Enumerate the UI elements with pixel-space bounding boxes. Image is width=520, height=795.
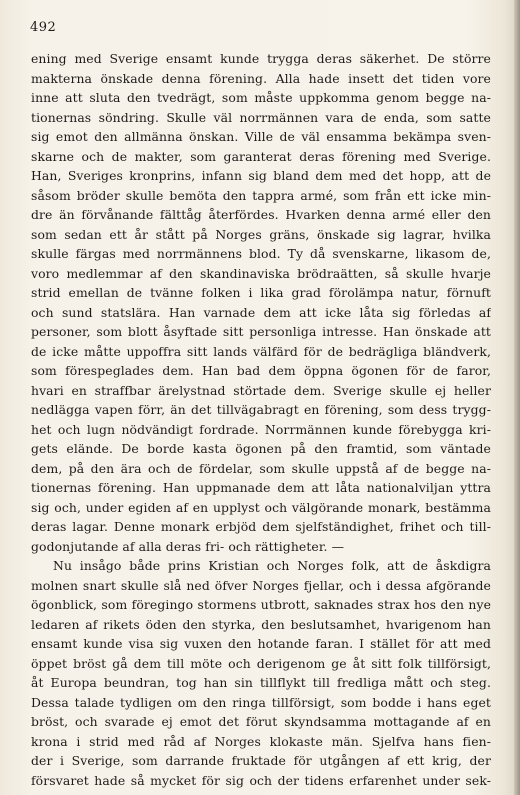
text-line: het och lugn nödvändigt fordrade. Norrmännen kunde förebygga kri- xyxy=(31,421,491,437)
text-line: tionernas förening. Han uppmanade dem att låta nationalviljan yttra xyxy=(31,480,491,495)
text-line: godonjutande af alla deras fri- och rättigheter. — xyxy=(31,538,345,554)
text-line: Han, Sveriges kronprins, infann sig bland dem med det hopp, att de xyxy=(31,168,491,183)
text-line: som sedan ett år stått på Norges gräns, önskade sig lagrar, hvilka xyxy=(31,226,491,242)
text-line: molnen snart skulle slå ned öfver Norges fjellar, och i dessa afgörande xyxy=(31,577,491,593)
body-text xyxy=(31,49,491,790)
text-line: ensamt kunde visa sig vuxen den hotande faran. I stället för att med xyxy=(31,636,491,651)
text-line: personer, som blott åsyftade sitt personliga intresse. Han önskade att xyxy=(31,324,491,339)
page-number: 492 xyxy=(30,20,57,35)
text-line: de icke måtte uppoffra sitt lands välfärd för de bedrägliga bländverk, xyxy=(31,343,491,359)
text-line: såsom bröder skulle bemöta den tappra armé, som från ett icke min- xyxy=(31,187,491,203)
text-line: dre än förvånande fälttåg återfördes. Hvarken denna armé eller den xyxy=(31,207,491,222)
text-line: inne att sluta den tvedrägt, som måste uppkomma genom begge na- xyxy=(31,90,491,105)
text-line: der i Sverige, som darrande fruktade för utgången af ett krig, der xyxy=(31,753,491,768)
text-line: skulle färgas med norrmännens blod. Ty då svenskarne, likasom de, xyxy=(31,246,491,261)
text-line: bröst, och svarade ej emot det förut skyndsamma mottagande af en xyxy=(31,714,491,729)
text-line: strid emellan de tvänne folken i lika grad förolämpa natur, förnuft xyxy=(31,285,491,300)
text-line: deras lagar. Denne monark erbjöd dem sjelfständighet, frihet och till- xyxy=(31,519,491,534)
text-line: makterna önskade denna förening. Alla hade insett det tiden vore xyxy=(31,70,491,86)
text-line: Dessa talade tydligen om den ringa tillförsigt, som bodde i hans eget xyxy=(31,694,491,710)
text-line: ögonblick, som föregingo stormens utbrott, saknades strax hos den nye xyxy=(31,597,491,612)
text-line: sig och, under egiden af en upplyst och välgörande monark, bestämma xyxy=(31,499,491,515)
text-line: dem, på den ära och de fördelar, som skulle uppstå af de begge na- xyxy=(31,460,491,476)
text-line: som förespeglades dem. Han bad dem öppna ögonen för de faror, xyxy=(31,363,491,378)
text-line: sig emot den allmänna önskan. Ville de väl ensamma bekämpa sven- xyxy=(31,129,491,144)
text-line: försvaret hade så mycket för sig och der tidens erfarenhet under sek- xyxy=(31,772,491,788)
text-line: ledaren af rikets öden den styrka, den beslutsamhet, hvarigenom han xyxy=(31,616,491,632)
text-line: öppet bröst gå dem till möte och derigenom ge åt sitt folk tillförsigt, xyxy=(31,655,491,671)
text-line: skarne och de makter, som garanterat deras förening med Sverige. xyxy=(31,148,491,164)
text-line: nedlägga vapen förr, än det tillvägabragt en förening, som dess trygg- xyxy=(31,402,491,417)
text-line: gets elände. De borde kasta ögonen på den framtid, som väntade xyxy=(31,441,491,456)
text-line: och sund statslära. Han varnade dem att icke låta sig förledas af xyxy=(31,304,491,320)
text-line: ening med Sverige ensamt kunde trygga deras säkerhet. De större xyxy=(31,51,491,66)
page-edge-shadow xyxy=(514,0,520,795)
text-line: hvari en straffbar ärelystnad störtade dem. Sverige skulle ej heller xyxy=(31,382,491,398)
text-line: åt Europa beundran, tog han sin tillflykt till fredliga mått och steg. xyxy=(31,675,491,690)
text-line: voro medlemmar af den skandinaviska brödraätten, så skulle hvarje xyxy=(31,265,491,281)
text-line: krona i strid med råd af Norges klokaste män. Sjelfva hans fien- xyxy=(31,733,491,749)
text-line: Nu insågo både prins Kristian och Norges folk, att de åskdigra xyxy=(53,558,491,573)
text-line: tionernas söndring. Skulle väl norrmännen vara de enda, som satte xyxy=(31,109,491,125)
